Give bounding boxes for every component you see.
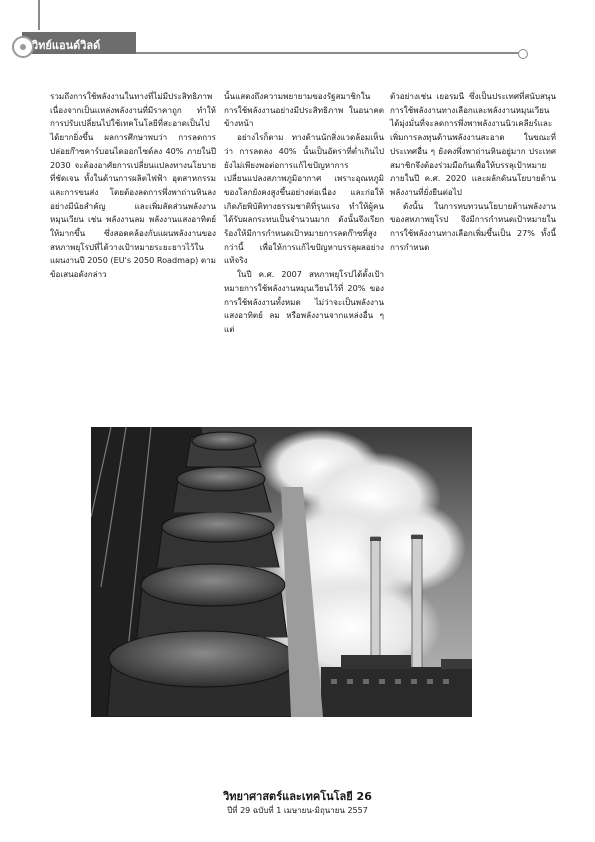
footer-issue-line: ปีที่ 29 ฉบับที่ 1 เมษายน-มิถุนายน 2557 (227, 806, 368, 815)
top-border-line (38, 0, 40, 30)
coal-train-power-plant-photo (91, 427, 472, 717)
paragraph: รวมถึงการใช้พลังงานในทางที่ไม่มีประสิทธิภาพ เนื่องจากเป็นแหล่งพลังงานที่มีราคาถูก ทำให้การปรับเปลี่ยนไปใช้เทคโนโลยีที่สะอาดเป็นไปได้ยากยิ่งขึ้น ผลการศึกษาพบว่า การลดการปล่อยก๊าซคาร์บอนไดออกไซด์ลง 40% ภายในปี 2030 จะต้องอาศัยการเปลี่ยนแปลงทางนโยบายที่ชัดเจน ทั้งในด้านการผลิตไฟฟ้า อุตสาหกรรม และการขนส่ง โดยต้องลดการพึ่งพาถ่านหินลงอย่างมีนัยสำคัญ และเพิ่มสัดส่วนพลังงานหมุนเวียน เช่น พลังงานลม พลังงานแสงอาทิตย์ ให้มากขึ้น ซึ่งสอดคล้องกับแผนพลังงานของสหภาพยุโรปที่ได้วางเป้าหมายระยะยาวไว้ในแผนงานปี 2050 (EU's 2050 Roadmap) ตามข้อเสนอดังกล่าว (50, 91, 216, 280)
text-column-1 (50, 90, 216, 282)
paragraph: ดังนั้น ในการทบทวนนโยบายด้านพลังงานของสหภาพยุโรป จึงมีการกำหนดเป้าหมายในการใช้พลังงานทางเลือกเพิ่มขึ้นเป็น 27% ทั้งนี้ การกำหนด (390, 200, 556, 252)
section-header-rule (136, 52, 520, 54)
text-column-3 (390, 90, 556, 254)
paragraph: อย่างไรก็ตาม ทางด้านนักสิ่งแวดล้อมเห็นว่า การลดลง 40% นั้นเป็นอัตราที่ต่ำเกินไป ยังไม่เพียงพอต่อการแก้ไขปัญหาการเปลี่ยนแปลงสภาพภูมิอากาศ เพราะอุณหภูมิของโลกยังคงสูงขึ้นอย่างต่อเนื่อง และก่อให้เกิดภัยพิบัติทางธรรมชาติที่รุนแรง ทำให้ผู้คนได้รับผลกระทบเป็นจำนวนมาก ดังนั้นจึงเรียกร้องให้มีการกำหนดเป้าหมายการลดก๊าซที่สูงกว่านี้ เพื่อให้การแก้ไขปัญหาบรรลุผลอย่างแท้จริง (224, 132, 384, 266)
header-end-dot-icon (518, 49, 528, 59)
text-column-2 (224, 90, 384, 337)
header-circle-icon (12, 36, 34, 58)
section-title: วิทย์แอนด์วิลด์ (32, 39, 101, 52)
paragraph: นั้นแสดงถึงความพยายามของรัฐสมาชิกในการใช้พลังงานอย่างมีประสิทธิภาพ ในอนาคตข้างหน้า (224, 91, 384, 129)
footer-magazine-title: วิทยาศาสตร์และเทคโนโลยี 26 (223, 790, 372, 803)
paragraph: ในปี ค.ศ. 2007 สหภาพยุโรปได้ตั้งเป้าหมายการใช้พลังงานหมุนเวียนไว้ที่ 20% ของการใช้พลังงานทั้งหมด ไม่ว่าจะเป็นพลังงานแสงอาทิตย์ ลม หรือพลังงานจากแหล่งอื่น ๆ แต่ (224, 269, 384, 334)
paragraph: ตัวอย่างเช่น เยอรมนี ซึ่งเป็นประเทศที่สนับสนุนการใช้พลังงานทางเลือกและพลังงานหมุนเวียน ได้มุ่งมั่นที่จะลดการพึ่งพาพลังงานนิวเคลียร์และเพิ่มการลงทุนด้านพลังงานสะอาด ในขณะที่ประเทศอื่น ๆ ยังคงพึ่งพาถ่านหินอยู่มาก ประเทศสมาชิกจึงต้องร่วมมือกันเพื่อให้บรรลุเป้าหมายภายในปี ค.ศ. 2020 และผลักดันนโยบายด้านพลังงานที่ยั่งยืนต่อไป (390, 91, 556, 197)
